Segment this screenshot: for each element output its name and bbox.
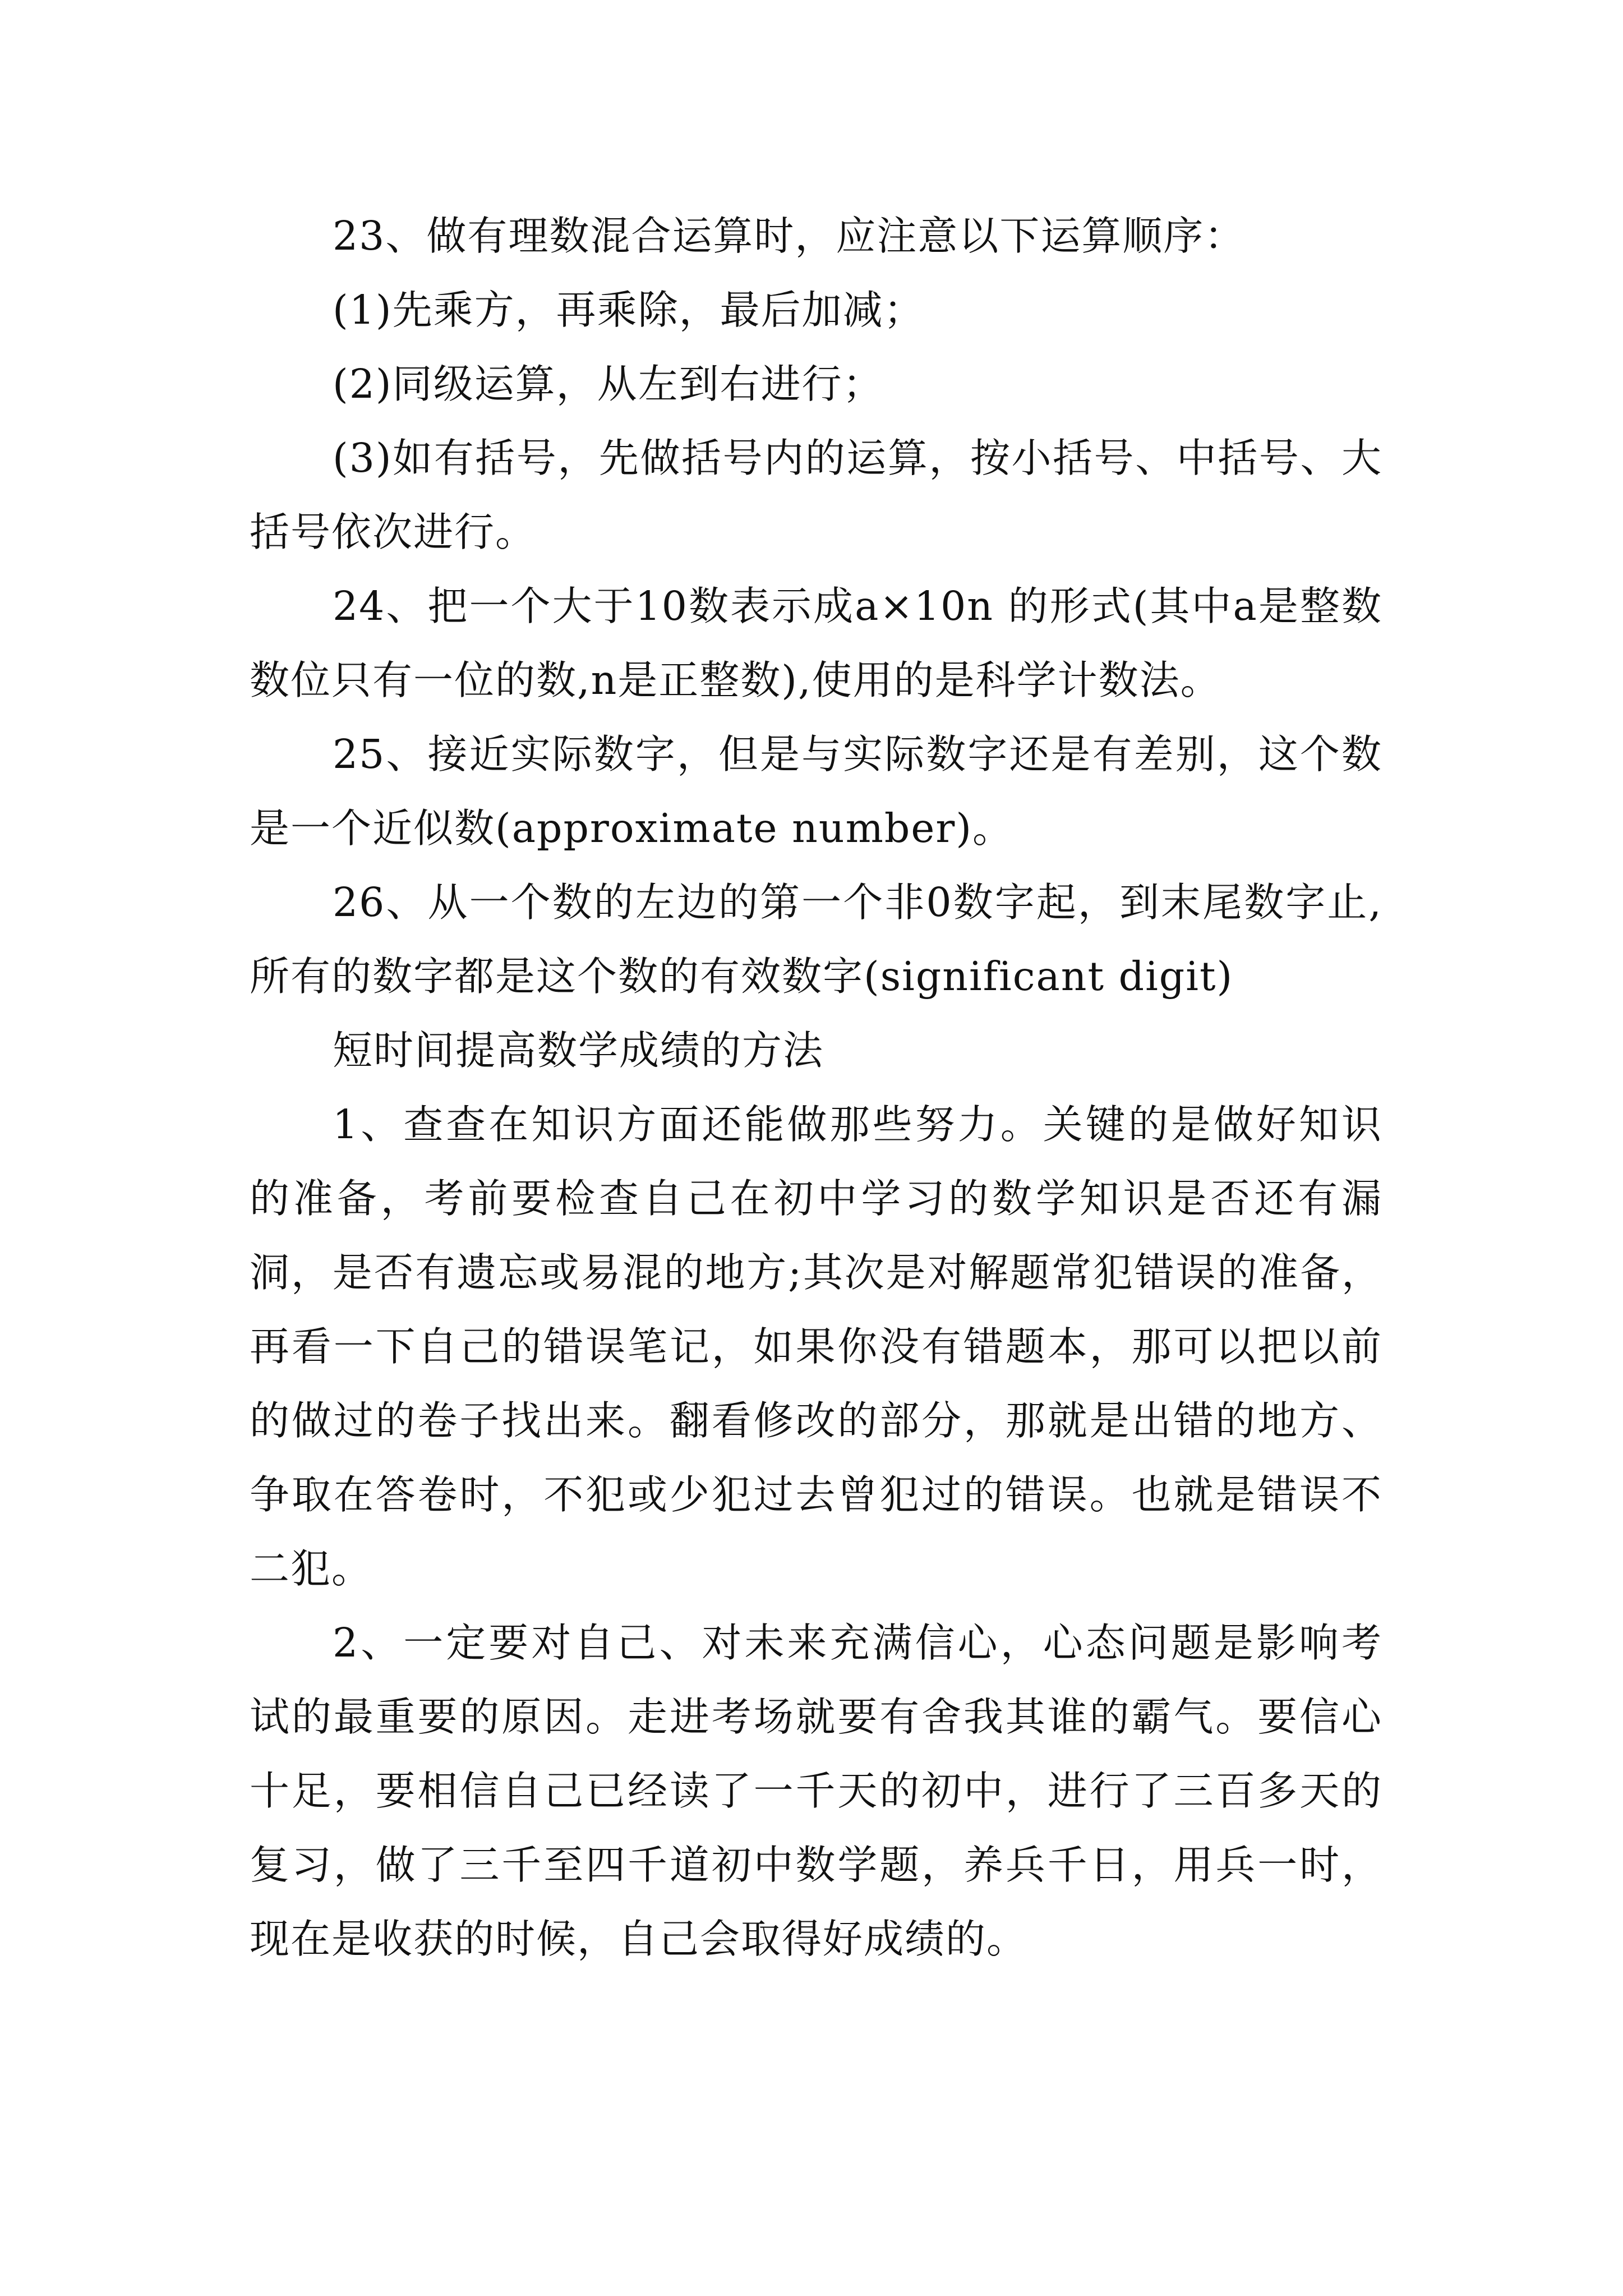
paragraph-rule-26: 26、从一个数的左边的第一个非0数字起，到末尾数字止,所有的数字都是这个数的有效数字(significant digit) (250, 879, 1382, 1000)
paragraph-rule-23-step-3: (3)如有括号，先做括号内的运算，按小括号、中括号、大括号依次进行。 (250, 435, 1382, 555)
paragraph-rule-23-step-1: (1)先乘方，再乘除，最后加减； (333, 287, 925, 333)
paragraph-tip-2: 2、一定要对自己、对未来充满信心，心态问题是影响考试的最重要的原因。走进考场就要有舍我其谁的霸气。要信心十足，要相信自己已经读了一千天的初中，进行了三百多天的复习，做了三千至四千道初中数学题，养兵千日，用兵一时，现在是收获的时候，自己会取得好成绩的。 (250, 1619, 1382, 1962)
paragraph-rule-24: 24、把一个大于10数表示成a×10n 的形式(其中a是整数数位只有一位的数,n是正整数),使用的是科学计数法。 (250, 583, 1382, 703)
paragraph-rule-23-step-2: (2)同级运算，从左到右进行； (333, 361, 884, 407)
section-title: 短时间提高数学成绩的方法 (333, 1027, 824, 1074)
paragraph-rule-23: 23、做有理数混合运算时，应注意以下运算顺序： (333, 213, 1246, 259)
paragraph-rule-25: 25、接近实际数字，但是与实际数字还是有差别，这个数是一个近似数(approximate number)。 (250, 731, 1382, 852)
paragraph-tip-1: 1、查查在知识方面还能做那些努力。关键的是做好知识的准备，考前要检查自己在初中学习的数学知识是否还有漏洞，是否有遗忘或易混的地方;其次是对解题常犯错误的准备，再看一下自己的错误笔记，如果你没有错题本，那可以把以前的做过的卷子找出来。翻看修改的部分，那就是出错的地方、争取在答卷时，不犯或少犯过去曾犯过的错误。也就是错误不二犯。 (250, 1101, 1382, 1592)
text-column (250, 199, 1382, 1976)
